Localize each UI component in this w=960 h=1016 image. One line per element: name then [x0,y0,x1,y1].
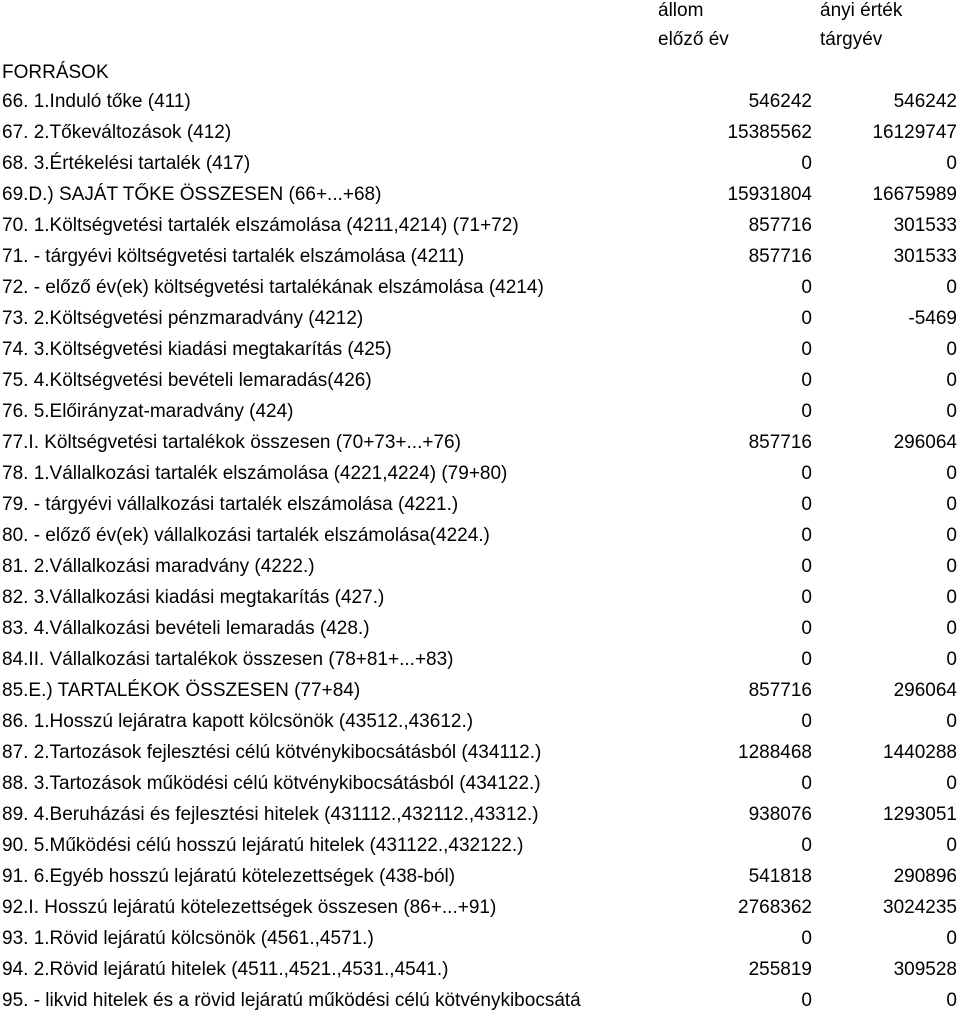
table-row [0,334,960,365]
value-current-year: 0 [946,525,957,546]
table-row [0,954,960,985]
table-row [0,241,960,272]
table-row [0,489,960,520]
table-row [0,768,960,799]
row-label: 91. 6.Egyéb hosszú lejáratú kötelezettségek (438-ból) [2,866,456,887]
value-current-year: 16675989 [872,184,957,205]
row-label: 73. 2.Költségvetési pénzmaradvány (4212) [2,308,364,329]
value-current-year: 290896 [893,866,957,887]
row-label: 79. - tárgyévi vállalkozási tartalék elszámolása (4221.) [2,494,459,515]
row-label: 83. 4.Vállalkozási bevételi lemaradás (428.) [2,618,370,639]
value-previous-year: 0 [801,618,812,639]
row-label: 95. - likvid hitelek és a rövid lejáratú működési célú kötvénykibocsátá [2,990,581,1011]
value-current-year: 309528 [893,959,957,980]
table-row [0,551,960,582]
table-row [0,892,960,923]
value-current-year: 0 [946,401,957,422]
table-row [0,830,960,861]
value-previous-year: 0 [801,928,812,949]
value-current-year: -5469 [908,308,957,329]
value-current-year: 0 [946,587,957,608]
table-row [0,117,960,148]
table-row [0,582,960,613]
value-previous-year: 0 [801,277,812,298]
value-current-year: 296064 [893,680,957,701]
value-previous-year: 0 [801,401,812,422]
table-row [0,458,960,489]
value-current-year: 3024235 [883,897,957,918]
table-row [0,365,960,396]
row-label: 93. 1.Rövid lejáratú kölcsönök (4561.,4571.) [2,928,374,949]
value-previous-year: 857716 [748,215,812,236]
value-current-year: 0 [946,339,957,360]
row-label: 81. 2.Vállalkozási maradvány (4222.) [2,556,315,577]
value-previous-year: 0 [801,153,812,174]
table-row [0,799,960,830]
table-row [0,179,960,210]
value-previous-year: 0 [801,587,812,608]
value-current-year: 0 [946,618,957,639]
table-row [0,210,960,241]
table-row [0,985,960,1016]
value-previous-year: 0 [801,463,812,484]
table-row [0,737,960,768]
value-previous-year: 0 [801,711,812,732]
row-label: 82. 3.Vállalkozási kiadási megtakarítás (427.) [2,587,385,608]
value-current-year: 0 [946,277,957,298]
value-previous-year: 938076 [748,804,812,825]
value-previous-year: 255819 [748,959,812,980]
value-current-year: 0 [946,494,957,515]
value-current-year: 546242 [893,91,957,112]
value-current-year: 1293051 [883,804,957,825]
value-previous-year: 0 [801,649,812,670]
header-col2-top: ányi érték [820,0,903,21]
value-current-year: 296064 [893,432,957,453]
value-previous-year: 2768362 [738,897,812,918]
value-current-year: 301533 [893,215,957,236]
table-row [0,520,960,551]
table-row [0,706,960,737]
row-label: 66. 1.Induló tőke (411) [2,91,191,112]
value-previous-year: 0 [801,308,812,329]
value-current-year: 0 [946,153,957,174]
value-current-year: 0 [946,990,957,1011]
row-label: 85.E.) TARTALÉKOK ÖSSZESEN (77+84) [2,680,361,701]
value-previous-year: 0 [801,556,812,577]
value-current-year: 0 [946,649,957,670]
table-row [0,427,960,458]
value-previous-year: 0 [801,835,812,856]
table-row [0,675,960,706]
value-previous-year: 857716 [748,680,812,701]
table-row [0,923,960,954]
value-previous-year: 0 [801,773,812,794]
row-label: 71. - tárgyévi költségvetési tartalék elszámolása (4211) [2,246,465,267]
value-current-year: 0 [946,928,957,949]
row-label: 88. 3.Tartozások működési célú kötvénykibocsátásból (434122.) [2,773,541,794]
row-label: 67. 2.Tőkeváltozások (412) [2,122,232,143]
value-previous-year: 857716 [748,432,812,453]
value-current-year: 16129747 [872,122,957,143]
row-label: 68. 3.Értékelési tartalék (417) [2,153,251,174]
section-title: FORRÁSOK [2,62,109,83]
row-label: 78. 1.Vállalkozási tartalék elszámolása (4221,4224) (79+80) [2,463,508,484]
value-previous-year: 541818 [748,866,812,887]
table-row [0,86,960,117]
value-previous-year: 0 [801,990,812,1011]
value-current-year: 0 [946,773,957,794]
row-label: 77.I. Költségvetési tartalékok összesen (70+73+...+76) [2,432,461,453]
row-label: 92.I. Hosszú lejáratú kötelezettségek összesen (86+...+91) [2,897,497,918]
value-current-year: 1440288 [883,742,957,763]
row-label: 76. 5.Előirányzat-maradvány (424) [2,401,294,422]
row-label: 70. 1.Költségvetési tartalék elszámolása (4211,4214) (71+72) [2,215,519,236]
header-col1-bottom: előző év [658,29,729,50]
row-label: 69.D.) SAJÁT TŐKE ÖSSZESEN (66+...+68) [2,184,382,205]
row-label: 86. 1.Hosszú lejáratra kapott kölcsönök (43512.,43612.) [2,711,474,732]
header-col1-top: állom [658,0,704,21]
value-previous-year: 0 [801,525,812,546]
value-previous-year: 15385562 [727,122,812,143]
table-row [0,272,960,303]
table-row [0,148,960,179]
row-label: 72. - előző év(ek) költségvetési tartalékának elszámolása (4214) [2,277,544,298]
value-current-year: 0 [946,370,957,391]
row-label: 84.II. Vállalkozási tartalékok összesen (78+81+...+83) [2,649,454,670]
value-current-year: 0 [946,711,957,732]
value-previous-year: 1288468 [738,742,812,763]
table-row [0,303,960,334]
value-current-year: 0 [946,463,957,484]
value-current-year: 0 [946,835,957,856]
value-previous-year: 857716 [748,246,812,267]
value-previous-year: 0 [801,339,812,360]
table-body [0,86,960,1016]
row-label: 87. 2.Tartozások fejlesztési célú kötvénykibocsátásból (434112.) [2,742,542,763]
table-row [0,613,960,644]
row-label: 74. 3.Költségvetési kiadási megtakarítás (425) [2,339,392,360]
table-row [0,396,960,427]
row-label: 90. 5.Működési célú hosszú lejáratú hitelek (431122.,432122.) [2,835,524,856]
value-previous-year: 15931804 [727,184,812,205]
value-current-year: 0 [946,556,957,577]
value-current-year: 301533 [893,246,957,267]
row-label: 75. 4.Költségvetési bevételi lemaradás(426) [2,370,372,391]
row-label: 94. 2.Rövid lejáratú hitelek (4511.,4521.,4531.,4541.) [2,959,449,980]
table-row [0,861,960,892]
header-col2-bottom: tárgyév [820,29,883,50]
row-label: 89. 4.Beruházási és fejlesztési hitelek (431112.,432112.,43312.) [2,804,539,825]
value-previous-year: 0 [801,494,812,515]
row-label: 80. - előző év(ek) vállalkozási tartalék elszámolása(4224.) [2,525,490,546]
table-row [0,644,960,675]
value-previous-year: 546242 [748,91,812,112]
value-previous-year: 0 [801,370,812,391]
